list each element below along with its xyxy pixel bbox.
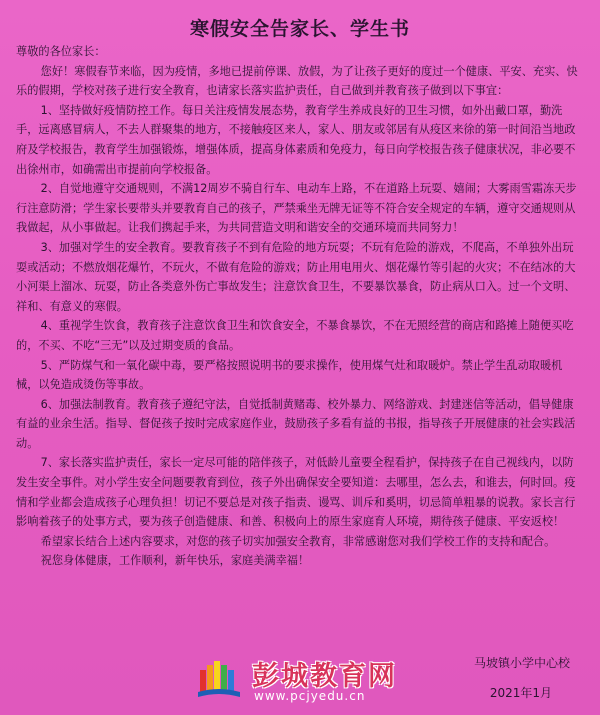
signature-date: 2021年1月 <box>489 686 552 700</box>
signature-school: 马坡镇小学中心校 <box>473 656 570 670</box>
paragraph-1: 1、坚持做好疫情防控工作。每日关注疫情发展态势，教育学生养成良好的卫生习惯，如外出戴口罩，勤洗手，远离感冒病人，不去人群聚集的地方，不接触疫区来人，家人、朋友或邻居有从疫区来徐的第一时间沿当地政府及学校报告，教育学生加强锻炼，增强体质，提高身体素质和免疫力，每日向学校报告孩子健康状况，非必要不出徐州市，如确需出市提前向学校报备。 <box>16 103 576 176</box>
watermark-logo <box>196 654 466 708</box>
letter-body <box>16 42 584 571</box>
watermark-name: 彭城教育网 <box>252 661 397 692</box>
paragraph-7: 7、家长落实监护责任，家长一定尽可能的陪伴孩子，对低龄儿童要全程看护，保持孩子在自己视线内，以防发生安全事件。对小学生安全问题要教育到位，孩子外出确保安全要知道：去哪里，怎么去，和谁去，何时回。疫情和学业都会造成孩子心理负担！切记不要总是对孩子指责、谩骂、训斥和奚明，切忌简单粗暴的说教。家长言行影响着孩子的处事方式，要为孩子创造健康、和善、积极向上的原生家庭育人环境，期待孩子健康、平安返校！ <box>16 456 576 529</box>
watermark-url: www.pcjyedu.cn <box>254 689 366 703</box>
greeting: 尊敬的各位家长： <box>16 45 106 58</box>
book-logo-icon <box>196 656 242 702</box>
paragraph-2: 2、自觉地遵守交通规则，不满12周岁不骑自行车、电动车上路，不在道路上玩耍、嬉闹；大雾雨雪霜冻天步行注意防滑；学生家长要带头并要教育自己的孩子，严禁乘坐无牌无证等不符合安全规定的车辆，遵守交通规则从我做起，从小事做起。让我们携起手来，为共同营造文明和谐安全的交通环境而共同努力！ <box>16 182 577 235</box>
paragraph-6: 6、加强法制教育。教育孩子遵纪守法，自觉抵制黄赌毒、校外暴力、网络游戏、封建迷信等活动，倡导健康有益的业余生活。指导、督促孩子按时完成家庭作业，鼓励孩子多看有益的书报，指导孩子开展健康的社会实践活动。 <box>16 397 576 450</box>
paragraph-intro: 您好！寒假春节来临，因为疫情，多地已提前停课、放假，为了让孩子更好的度过一个健康、平安、充实、快乐的假期，学校对孩子进行安全教育，也请家长落实监护责任，自己做到并教育孩子做到以下事宜： <box>16 64 578 98</box>
paragraph-wishes: 祝您身体健康，工作顺利，新年快乐，家庭美满幸福！ <box>40 554 310 568</box>
page-title: 寒假安全告家长、学生书 <box>189 18 410 40</box>
paragraph-closing: 希望家长结合上述内容要求，对您的孩子切实加强安全教育，非常感谢您对我们学校工作的支持和配合。 <box>40 534 556 548</box>
paragraph-3: 3、加强对学生的安全教育。要教育孩子不到有危险的地方玩耍；不玩有危险的游戏，不爬高，不单独外出玩耍或活动；不燃放烟花爆竹，不玩火，不做有危险的游戏；防止用电用火、烟花爆竹等引起的火灾；不在结冰的大小河渠上溜冰、玩耍，防止各类意外伤亡事故发生；注意饮食卫生，不要暴饮暴食，防止病从口入。过一个文明、祥和、有意义的寒假。 <box>16 240 576 313</box>
paragraph-4: 4、重视学生饮食，教育孩子注意饮食卫生和饮食安全，不暴食暴饮，不在无照经营的商店和路摊上随便买吃的，不买、不吃“三无”以及过期变质的食品。 <box>16 319 574 352</box>
paragraph-5: 5、严防煤气和一氧化碳中毒，要严格按照说明书的要求操作，使用煤气灶和取暖炉。禁止学生乱动取暖机械，以免造成烫伤等事故。 <box>16 358 563 392</box>
